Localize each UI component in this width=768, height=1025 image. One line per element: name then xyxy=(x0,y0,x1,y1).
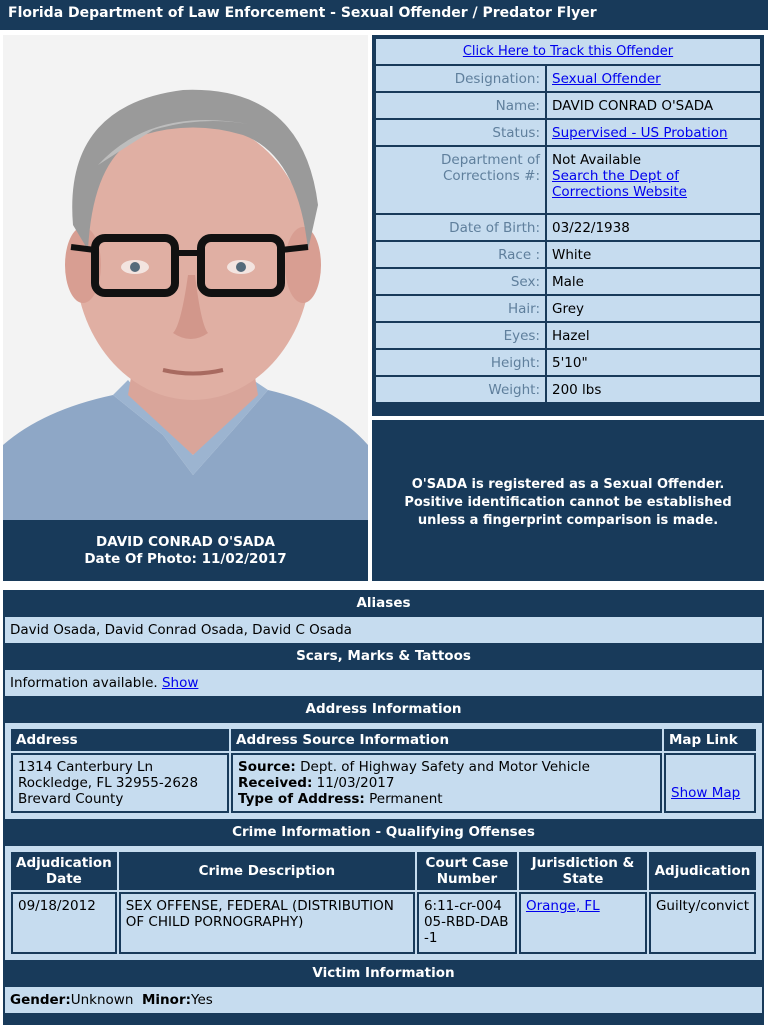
source-value: Dept. of Highway Safety and Motor Vehicle xyxy=(300,759,590,775)
address-section xyxy=(5,723,762,819)
address-city: Rockledge, FL 32955-2628 xyxy=(18,775,199,791)
sex-value: Male xyxy=(547,269,760,294)
doc-value: Not Available xyxy=(552,152,642,168)
name-value: DAVID CONRAD O'SADA xyxy=(547,93,760,118)
crime-description-cell: SEX OFFENSE, FEDERAL (DISTRIBUTION OF CHILD PORNOGRAPHY) xyxy=(119,892,415,954)
aliases-text: David Osada, David Conrad Osada, David C Osada xyxy=(5,617,762,643)
scars-heading: Scars, Marks & Tattoos xyxy=(296,648,471,664)
race-label: Race : xyxy=(376,242,545,267)
hair-label: Hair: xyxy=(376,296,545,321)
registration-statement: O'SADA is registered as a Sexual Offender. xyxy=(411,477,725,492)
court-case-cell: 6:11-cr-00405-RBD-DAB-1 xyxy=(417,892,517,954)
eyes-label: Eyes: xyxy=(376,323,545,348)
address-cell xyxy=(11,753,229,813)
received-value: 11/03/2017 xyxy=(316,775,395,791)
address-source-column-header: Address Source Information xyxy=(231,729,662,751)
offender-photo xyxy=(3,35,368,520)
aliases-heading: Aliases xyxy=(356,595,411,611)
scars-text: Information available. xyxy=(10,675,158,691)
identification-disclaimer: Positive identification cannot be established unless a fingerprint comparison is made. xyxy=(404,495,732,528)
address-column-header: Address xyxy=(11,729,229,751)
crime-description-column-header: Crime Description xyxy=(119,852,415,890)
offender-records xyxy=(3,590,764,1025)
height-label: Height: xyxy=(376,350,545,375)
adjudication-date-cell: 09/18/2012 xyxy=(11,892,117,954)
show-map-link[interactable]: Show Map xyxy=(671,785,741,801)
dob-label: Date of Birth: xyxy=(376,215,545,240)
crime-section xyxy=(5,846,762,960)
received-label: Received: xyxy=(238,775,313,791)
jurisdiction-column-header: Jurisdiction & State xyxy=(519,852,647,890)
offender-details xyxy=(372,35,764,416)
photo-panel xyxy=(3,35,368,581)
eyes-value: Hazel xyxy=(547,323,760,348)
page-title: Florida Department of Law Enforcement - Sexual Offender / Predator Flyer xyxy=(0,0,768,30)
address-type-label: Type of Address: xyxy=(238,791,365,807)
map-link-column-header: Map Link xyxy=(664,729,756,751)
address-source-cell xyxy=(231,753,662,813)
address-county: Brevard County xyxy=(18,791,124,807)
designation-link[interactable]: Sexual Offender xyxy=(552,70,661,87)
address-street: 1314 Canterbury Ln xyxy=(18,759,154,775)
address-type-value: Permanent xyxy=(369,791,443,807)
sex-label: Sex: xyxy=(376,269,545,294)
name-label: Name: xyxy=(376,93,545,118)
jurisdiction-cell xyxy=(519,892,647,954)
weight-value: 200 lbs xyxy=(547,377,760,402)
map-link-cell xyxy=(664,753,756,813)
race-value: White xyxy=(547,242,760,267)
scars-show-link[interactable]: Show xyxy=(161,675,199,691)
gender-label: Gender: xyxy=(10,992,71,1008)
court-case-column-header: Court Case Number xyxy=(417,852,517,890)
gender-value: Unknown xyxy=(70,992,134,1008)
photo-caption xyxy=(3,520,368,581)
photo-date: Date Of Photo: 11/02/2017 xyxy=(84,551,287,567)
victim-row xyxy=(5,987,762,1013)
doc-label: Department of Corrections #: xyxy=(376,147,545,213)
source-label: Source: xyxy=(238,759,296,775)
status-link[interactable]: Supervised - US Probation xyxy=(552,124,728,141)
identification-notice xyxy=(372,420,764,581)
adjudication-date-column-header: Adjudication Date xyxy=(11,852,117,890)
minor-label: Minor: xyxy=(142,992,192,1008)
hair-value: Grey xyxy=(547,296,760,321)
address-heading: Address Information xyxy=(305,701,462,717)
track-offender-link[interactable]: Click Here to Track this Offender xyxy=(462,44,674,59)
height-value: 5'10" xyxy=(547,350,760,375)
adjudication-cell: Guilty/convict xyxy=(649,892,756,954)
designation-label: Designation: xyxy=(376,66,545,91)
adjudication-column-header: Adjudication xyxy=(649,852,756,890)
victim-heading: Victim Information xyxy=(312,965,455,981)
scars-row xyxy=(5,670,762,696)
dob-value: 03/22/1938 xyxy=(547,215,760,240)
minor-value: Yes xyxy=(191,992,213,1008)
weight-label: Weight: xyxy=(376,377,545,402)
status-label: Status: xyxy=(376,120,545,145)
doc-search-link[interactable]: Search the Dept of Corrections Website xyxy=(552,168,687,200)
jurisdiction-link[interactable]: Orange, FL xyxy=(525,898,600,914)
photo-name: DAVID CONRAD O'SADA xyxy=(96,534,275,550)
crime-heading: Crime Information - Qualifying Offenses xyxy=(232,824,535,840)
